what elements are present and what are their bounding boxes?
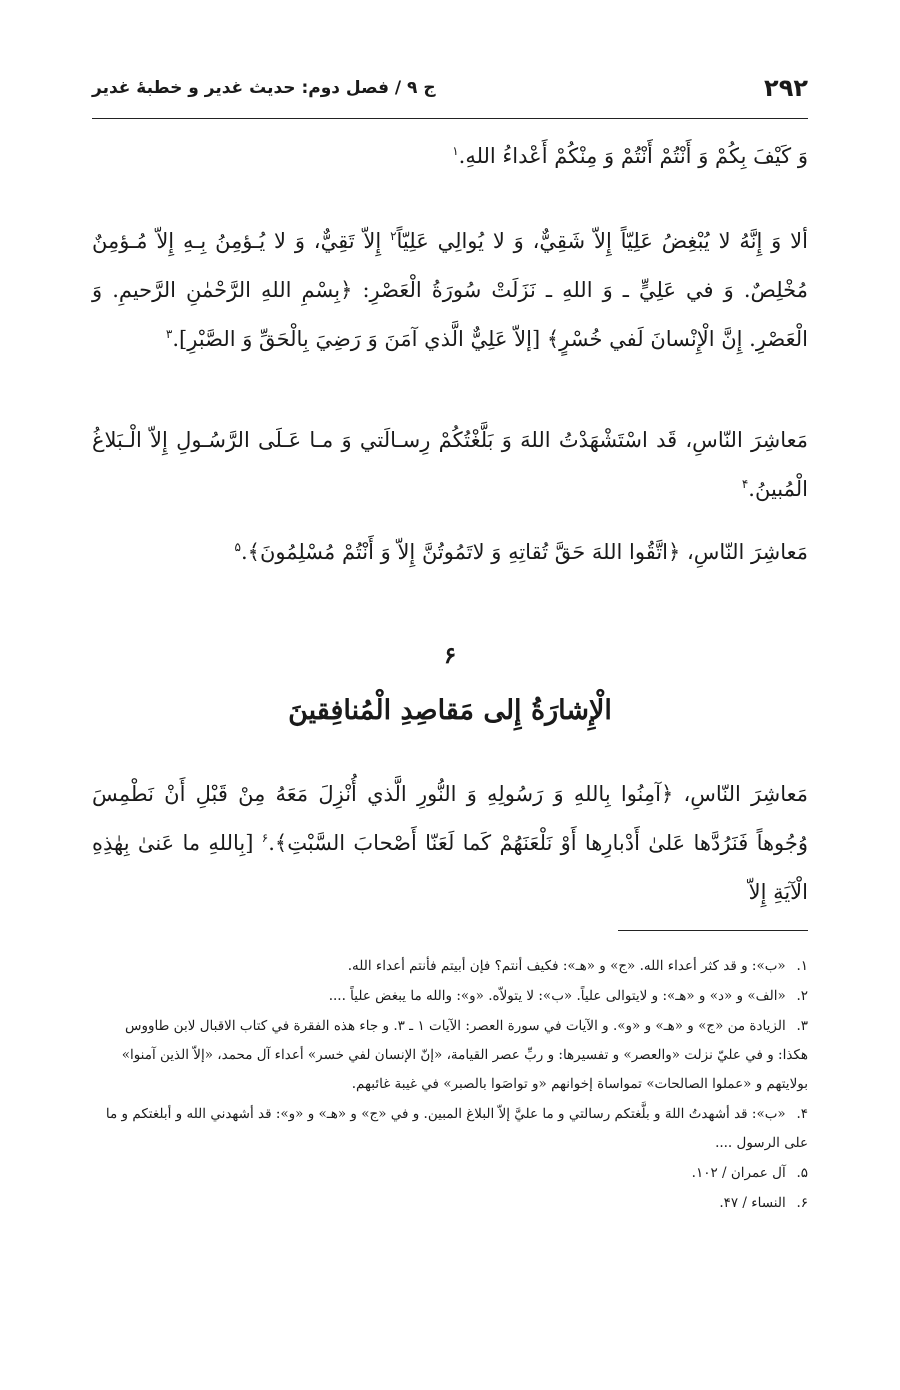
footnote-text: «ب»: قد أشهدتُ اللهَ و بلَّغتكم رسالتي و ما عليَّ إلاّ البلاغ المبين. و في «ج» و «هـ» و «و»: قد أشهدني الله و أبلغتكم و ما على الرسول .... <box>105 1106 808 1151</box>
paragraph-5-text-a: مَعاشِرَ النّاسِ، ﴿آمِنُوا بِاللهِ وَ رَسُولِهِ وَ النُّورِ الَّذي أُنْزِلَ مَعَهُ مِنْ قَبْلِ أَنْ نَطْمِسَ وُجُوهاً فَنَرُدَّها عَلىٰ أَدْبارِها أَوْ نَلْعَنَهُمْ كَما لَعَنّا أَصْحابَ السَّبْتِ﴾. <box>92 782 809 855</box>
section-number: ۶ <box>443 642 457 669</box>
paragraph-1 <box>92 132 808 181</box>
footnote-number: ۲. <box>796 988 808 1004</box>
paragraph-4-text: مَعاشِرَ النّاسِ، ﴿اتَّقُوا اللهَ حَقَّ تُقاتِهِ وَ لاتَمُوتُنَّ إِلاّ وَ أَنْتُمْ مُسْلِمُونَ﴾. <box>240 540 808 564</box>
paragraph-3-text: مَعاشِرَ النّاسِ، قَد اسْتَشْهَدْتُ اللهَ وَ بَلَّغْتُكُمْ رِسـالَتي وَ مـا عَـلَى الرَّسُـولِ إِلاّ الْـبَلاغُ الْمُبينُ. <box>92 428 808 501</box>
footnote-1 <box>92 952 808 981</box>
footnote-text: الزيادة من «ج» و «هـ» و «و». و الآيات في سورة العصر: الآيات ۱ ـ ۳. و جاء هذه الفقرة في كتاب الاقبال لابن طاووس هكذا: و في عليّ نزلت «والعصر» و تفسيرها: و ربِّ عصر القيامة، «إنّ الإنسان لفي خسر» أعداء آل محمد، «إلاّ الذين آمنوا» بولايتهم و «عملوا الصالحات» تمواساة إخوانهم «و تواصَوا بالصبر» في غيبة غائبهم. <box>121 1018 808 1092</box>
footnote-ref-3: ۳ <box>165 327 173 341</box>
section-title: الْإِشارَةُ إِلى مَقاصِدِ الْمُنافِقينَ <box>288 695 612 726</box>
footnote-3 <box>92 1012 808 1099</box>
paragraph-2-text-b: إِلاّ تَقِيٌّ، وَ لا يُـؤمِنُ بِـهِ إِلاّ مُـؤمِنٌ مُخْلِصٌ. وَ في عَلِيٍّ ـ وَ اللهِ ـ نَزَلَتْ سُورَةُ الْعَصْرِ: ﴿بِسْمِ اللهِ الرَّحْمٰنِ الرَّحيمِ. وَ الْعَصْرِ. إِنَّ الْإِنْسانَ لَفي خُسْرٍ﴾ [إلاّ عَلِيٌّ الَّذي آمَنَ وَ رَضِيَ بِالْحَقِّ وَ الصَّبْرِ]. <box>92 229 808 351</box>
footnote-number: ۳. <box>796 1018 808 1034</box>
footnote-5 <box>92 1159 808 1188</box>
footnote-ref-1: ۱ <box>452 144 459 158</box>
footnote-number: ۶. <box>796 1195 808 1211</box>
footnote-ref-2: ۲ <box>390 229 397 243</box>
running-head: ج ۹ / فصل دوم: حديث غدير و خطبهٔ غدير <box>92 78 436 98</box>
footnote-text: آل عمران / ۱۰۲. <box>691 1165 786 1181</box>
paragraph-3 <box>92 416 808 514</box>
footnote-text: «الف» و «د» و «هـ»: و لايتوالى علياً. «ب»: لا يتولاّه. «و»: والله ما يبغض علياً .... <box>328 988 786 1004</box>
footnote-rule <box>618 930 808 931</box>
page-number: ۲۹۲ <box>764 74 808 102</box>
footnote-number: ۱. <box>796 958 808 974</box>
footnote-ref-6: ۶ <box>261 831 269 845</box>
footnote-ref-4: ۴ <box>741 477 749 491</box>
paragraph-2-text-a: ألا وَ إِنَّهُ لا يُبْغِضُ عَلِيّاً إِلاّ شَقِيٌّ، وَ لا يُوالِي عَلِيّاً <box>396 229 808 253</box>
footnote-text: «ب»: و قد كثر أعداء الله. «ج» و «هـ»: فكيف أنتم؟ فإن أبيتم فأنتم أعداء الله. <box>347 958 786 974</box>
paragraph-2 <box>92 217 808 364</box>
footnote-4 <box>92 1100 808 1158</box>
footnote-number: ۵. <box>796 1165 808 1181</box>
footnote-text: النساء / ۴۷. <box>719 1195 786 1211</box>
footnotes <box>92 952 808 1219</box>
footnote-6 <box>92 1189 808 1218</box>
paragraph-1-text: وَ كَيْفَ بِكُمْ وَ أَنْتُمْ أَنْتُمْ وَ مِنْكُمْ أَعْداءُ اللهِ. <box>458 144 808 168</box>
footnote-number: ۴. <box>796 1106 808 1122</box>
footnote-ref-5: ۵ <box>234 540 241 554</box>
paragraph-5 <box>92 770 808 917</box>
paragraph-4 <box>92 528 808 577</box>
footnote-2 <box>92 982 808 1011</box>
paragraph-5-text-b: [بِاللهِ ما عَنىٰ بِهٰذِهِ الْآيَةِ إِلاّ <box>92 831 808 904</box>
header-rule <box>92 118 808 119</box>
page-header <box>92 70 808 116</box>
